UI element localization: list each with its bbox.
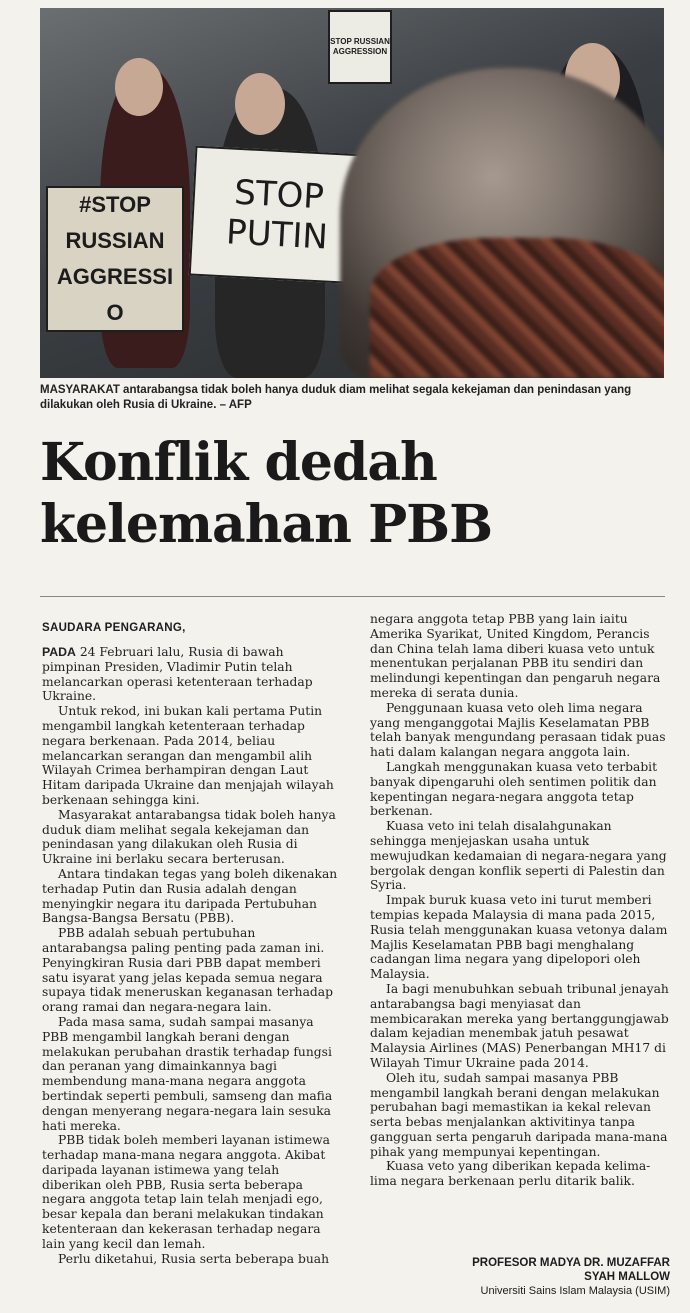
paragraph: Perlu diketahui, Rusia serta beberapa buah xyxy=(58,1251,330,1266)
sign-stop-russian-aggression-small: STOP RUSSIAN AGGRESSION xyxy=(328,10,392,84)
paragraph: Impak buruk kuasa veto ini turut memberi tempias kepada Malaysia di mana pada 2015, Rusia telah menggunakan kuasa vetonya dalam Majlis Keselamatan PBB bagi menghalang cadangan lima negara yang dipelopori oleh Malaysia. xyxy=(370,893,668,982)
paragraph: Antara tindakan tegas yang boleh dikenakan terhadap Putin dan Rusia adalah dengan menyingkir negara itu daripada Pertubuhan Bangsa-Bangsa Bersatu (PBB). xyxy=(42,866,338,926)
paragraph: Pada masa sama, sudah sampai masanya PBB mengambil langkah berani dengan melakukan perubahan drastik terhadap fungsi dan peranan yang dimainkannya bagi membendung mana-mana negara anggota bertindak seperti pembuli, samseng dan mafia dengan menyerang negara-negara lain sesuka hati mereka. xyxy=(42,1014,333,1133)
paragraph xyxy=(42,645,338,704)
sign-stop-putin: STOP PUTIN xyxy=(189,146,368,285)
paragraph: PBB tidak boleh memberi layanan istimewa terhadap mana-mana negara anggota. Akibat daripada layanan istimewa yang telah diberikan oleh PBB, Rusia serta beberapa negara anggota tetap lain telah menjadi ego, besar kepala dan berani melakukan tindakan ketenteraan dan kekerasan terhadap negara lain yang kecil dan lemah. xyxy=(42,1133,331,1251)
news-photo xyxy=(40,8,664,378)
protester-face xyxy=(115,58,163,116)
author-line-2: SYAH MALLOW xyxy=(584,1271,670,1283)
article-column-2 xyxy=(370,612,670,1189)
paragraph: Penggunaan kuasa veto oleh lima negara yang menganggotai Majlis Keselamatan PBB telah banyak mengundang perasaan tidak puas hati dalam kalangan negara anggota lain. xyxy=(370,700,666,760)
foreground-scarf xyxy=(370,238,664,378)
paragraph: Langkah menggunakan kuasa veto terbabit banyak dipengaruhi oleh sentimen politik dan kepentingan negara-negara anggota tetap berkenan. xyxy=(370,759,658,819)
author-affiliation: Universiti Sains Islam Malaysia (USIM) xyxy=(480,1285,670,1297)
article-column-1 xyxy=(42,645,338,1266)
protester-face xyxy=(235,73,285,135)
kicker: SAUDARA PENGARANG, xyxy=(42,622,186,634)
paragraph: Kuasa veto ini telah disalahgunakan sehingga menjejaskan usaha untuk mewujudkan kedamaian di negara-negara yang bergolak dengan konflik seperti di Palestin dan Syria. xyxy=(370,819,667,893)
sign-stop-russian-aggression: #STOP RUSSIAN AGGRESSIO xyxy=(46,186,184,332)
paragraph: PBB adalah sebuah pertubuhan antarabangsa paling penting pada zaman ini. Penyingkiran Rusia dari PBB dapat memberi satu isyarat yang jelas kepada semua negara supaya tidak meneruskan keganasan terhadap orang ramai dan negara-negara lain. xyxy=(42,926,333,1015)
paragraph: Ia bagi menubuhkan sebuah tribunal jenayah antarabangsa bagi menyiasat dan membicarakan mereka yang bertanggungjawab dalam kejadian menembak jatuh pesawat Malaysia Airlines (MAS) Penerbangan MH17 di Wilayah Timur Ukraine pada 2014. xyxy=(370,981,669,1070)
author-line-1: PROFESOR MADYA DR. MUZAFFAR xyxy=(472,1257,670,1269)
photo-caption: MASYARAKAT antarabangsa tidak boleh hanya duduk diam melihat segala kekejaman dan penindasan yang dilakukan oleh Rusia di Ukraine. – AFP xyxy=(40,384,632,411)
paragraph: Kuasa veto yang diberikan kepada kelima-lima negara berkenaan perlu ditarik balik. xyxy=(370,1159,651,1189)
author-name xyxy=(472,1256,670,1284)
headline: Konflik dedah kelemahan PBB xyxy=(40,432,493,555)
lead-word: PADA xyxy=(42,645,76,659)
paragraph: Oleh itu, sudah sampai masanya PBB mengambil langkah berani dengan melakukan perubahan bagi memastikan ia kekal relevan serta bebas menjalankan aktivitinya tanpa gangguan serta pengaruh daripada mana-mana pihak yang mempunyai kepentingan. xyxy=(370,1070,668,1159)
paragraph-text: 24 Februari lalu, Rusia di bawah pimpinan Presiden, Vladimir Putin telah melancarkan operasi ketenteraan terhadap Ukraine. xyxy=(42,645,313,704)
paragraph: Untuk rekod, ini bukan kali pertama Putin mengambil langkah ketenteraan terhadap negara berkenaan. Pada 2014, beliau melancarkan serangan dan mengambil alih Wilayah Crimea berhampiran dengan Laut Hitam daripada Ukraine dan menjajah wilayah berkenaan sehingga kini. xyxy=(42,704,334,807)
divider xyxy=(40,596,665,597)
paragraph: Masyarakat antarabangsa tidak boleh hanya duduk diam melihat segala kekejaman dan penindasan yang dilakukan oleh Rusia di Ukraine ini berlaku secara berterusan. xyxy=(42,807,336,867)
paragraph: negara anggota tetap PBB yang lain iaitu Amerika Syarikat, United Kingdom, Perancis dan China telah lama diberi kuasa veto untuk menentukan perjalanan PBB itu sendiri dan melindungi kepentingan dan pengaruh negara mereka di serata dunia. xyxy=(370,612,661,700)
